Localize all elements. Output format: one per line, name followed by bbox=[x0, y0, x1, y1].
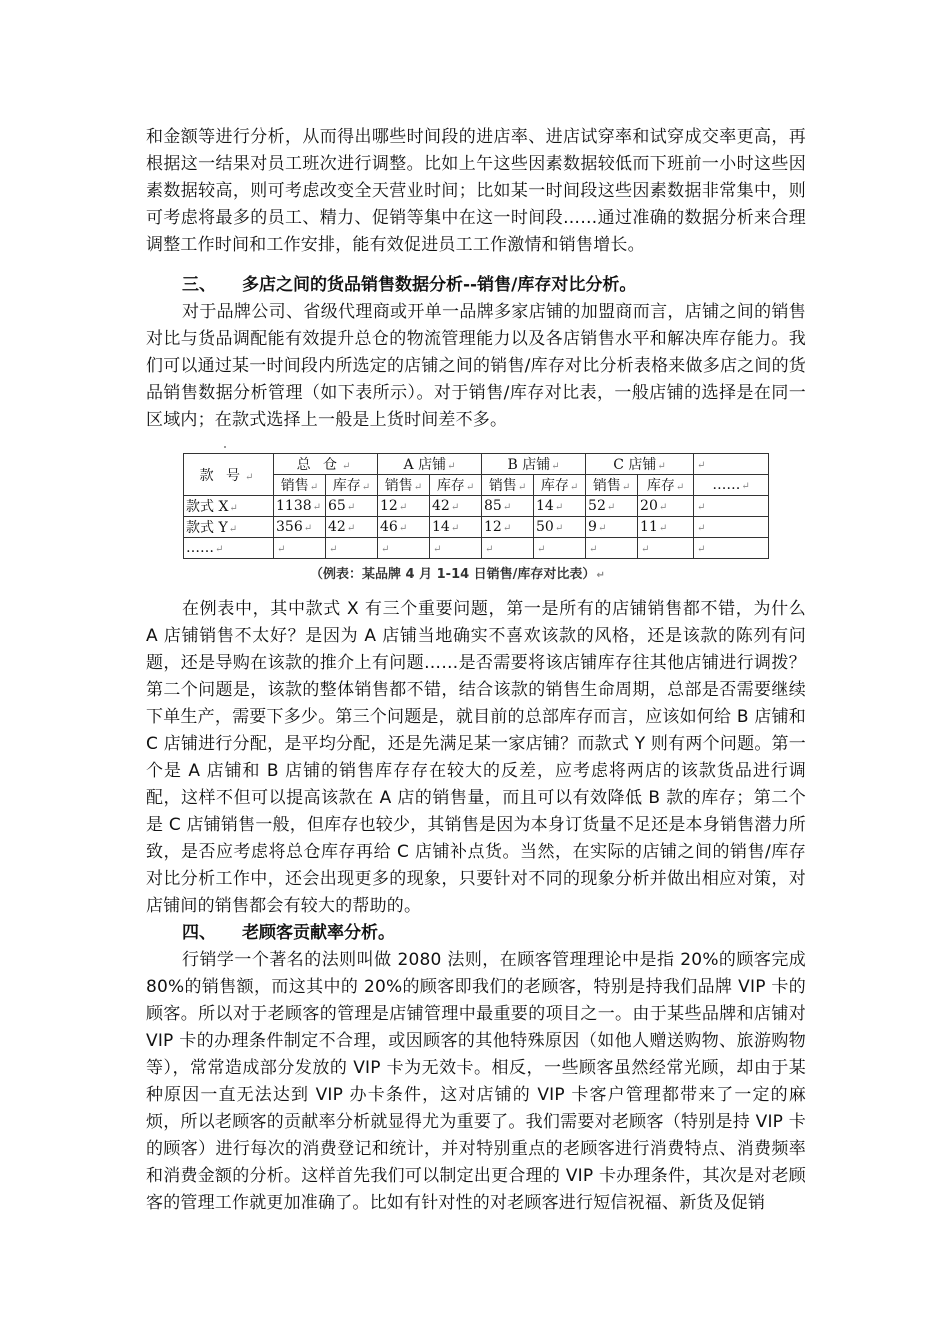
cell-empty: ↵ bbox=[378, 538, 430, 559]
cell-empty: ↵ bbox=[638, 538, 694, 559]
cell-empty: ↵ bbox=[326, 538, 378, 559]
section-4-heading bbox=[146, 920, 806, 947]
intro-paragraph: 和金额等进行分析，从而得出哪些时间段的进店率、进店试穿率和试穿成交率更高，再根据这一结果对员工班次进行调整。比如上午这些因素数据较低而下班前一小时这些因素数据较高，则可考虑改变全天营业时间；比如某一时间段这些因素数据非常集中，则可考虑将最多的员工、精力、促销等集中在这一时间段……通过准确的数据分析来合理调整工作时间和工作安排，能有效促进员工工作激情和销售增长。 bbox=[146, 127, 806, 255]
section-3-title: 多店之间的货品销售数据分析--销售/库存对比分析。 bbox=[242, 275, 637, 295]
cell-value: 46↵ bbox=[378, 517, 430, 538]
cell-value: 14↵ bbox=[430, 517, 482, 538]
subheader-stock: 库存↵ bbox=[534, 475, 586, 496]
table-row bbox=[184, 517, 769, 538]
cell-empty: ↵ bbox=[534, 538, 586, 559]
cell-empty: ↵ bbox=[430, 538, 482, 559]
cell-value: 65↵ bbox=[326, 496, 378, 517]
section-4-paragraph: 行销学一个著名的法则叫做 2080 法则，在顾客管理理论中是指 20%的顾客完成 80%的销售额，而这其中的 20%的顾客即我们的老顾客，特别是持我们品牌 VIP 卡的顾客。所以对于老顾客的管理是店铺管理中最重要的项目之一。由于某些品牌和店铺对 VIP 卡的办理条件制定不合理，或因顾客的其他特殊原因（如他人赠送购物、旅游购物等），常常造成部分发放的 VIP 卡为无效卡。相反，一些顾客虽然经常光顾，却由于某种原因一直无法达到 VIP 办卡条件，这对店铺的 VIP 卡客户管理都带来了一定的麻烦，所以老顾客的贡献率分析就显得尤为重要了。我们需要对老顾客（特别是持 VIP 卡的顾客）进行每次的消费登记和统计，并对特别重点的老顾客进行消费特点、消费频率和消费金额的分析。这样首先我们可以制定出更合理的 VIP 卡办理条件，其次是对老顾客的管理工作就更加准确了。比如有针对性的对老顾客进行短信祝福、新货及促销 bbox=[146, 950, 806, 1213]
header-store-b: B 店铺↵ bbox=[482, 454, 586, 475]
header-store-a: A 店铺↵ bbox=[378, 454, 482, 475]
cell-value: 20↵ bbox=[638, 496, 694, 517]
section-3-paragraph: 对于品牌公司、省级代理商或开单一品牌多家店铺的加盟商而言，店铺之间的销售对比与货品调配能有效提升总仓的物流管理能力以及各店销售水平和解决库存能力。我们可以通过某一时间段内所选定的店铺之间的销售/库存对比分析表格来做多店之间的货品销售数据分析管理（如下表所示）。对于销售/库存对比表，一般店铺的选择是在同一区域内；在款式选择上一般是上货时间差不多。 bbox=[146, 302, 806, 430]
cell-empty: ↵ bbox=[694, 517, 769, 538]
subheader-stock: 库存↵ bbox=[638, 475, 694, 496]
cell-empty: ↵ bbox=[694, 538, 769, 559]
subheader-sales: 销售↵ bbox=[378, 475, 430, 496]
cell-empty: ↵ bbox=[694, 496, 769, 517]
cell-value: 1138↵ bbox=[274, 496, 326, 517]
cell-value: 9↵ bbox=[586, 517, 638, 538]
subheader-sales: 销售↵ bbox=[586, 475, 638, 496]
section-3-heading bbox=[146, 272, 806, 299]
header-store-c: C 店铺↵ bbox=[586, 454, 694, 475]
header-more: ……↵ bbox=[694, 475, 769, 496]
cell-value: 42↵ bbox=[326, 517, 378, 538]
cell-empty: ↵ bbox=[482, 538, 534, 559]
cell-value: 12↵ bbox=[378, 496, 430, 517]
cell-value: 12↵ bbox=[482, 517, 534, 538]
table-caption: （例表：某品牌 4 月 1-14 日销售/库存对比表）↵ bbox=[310, 567, 605, 582]
table-header-row bbox=[184, 454, 769, 475]
sales-inventory-table-wrap bbox=[183, 453, 775, 559]
cell-value: 11↵ bbox=[638, 517, 694, 538]
subheader-stock: 库存↵ bbox=[430, 475, 482, 496]
analysis-paragraph: 在例表中，其中款式 X 有三个重要问题，第一是所有的店铺销售都不错，为什么 A 店铺销售不太好？是因为 A 店铺当地确实不喜欢该款的风格，还是该款的陈列有问题，还是导购在该款的推介上有问题……是否需要将该店铺库存往其他店铺进行调拨？第二个问题是，该款的整体销售都不错，结合该款的销售生命周期，总部是否需要继续下单生产，需要下多少。第三个问题是，就目前的总部库存而言，应该如何给 B 店铺和 C 店铺进行分配，是平均分配，还是先满足某一家店铺？而款式 Y 则有两个问题。第一个是 A 店铺和 B 店铺的销售库存存在较大的反差，应考虑将两店的该款货品进行调配，这样不但可以提高该款在 A 店的销售量，而且可以有效降低 B 款的库存；第二个是 C 店铺销售一般，但库存也较少，其销售是因为本身订货量不足还是本身销售潜力所致，是否应考虑将总仓库存再给 C 店铺补点货。当然，在实际的店铺之间的销售/库存对比分析工作中，还会出现更多的现象，只要针对不同的现象分析并做出相应对策，对店铺间的销售都会有较大的帮助的。 bbox=[146, 599, 806, 916]
subheader-stock: 库存↵ bbox=[326, 475, 378, 496]
subheader-sales: 销售↵ bbox=[274, 475, 326, 496]
cell-value: 50↵ bbox=[534, 517, 586, 538]
sales-inventory-table bbox=[183, 453, 769, 559]
header-extra-1: ↵ bbox=[694, 454, 769, 475]
row-style: 款式 Y↵ bbox=[184, 517, 274, 538]
cell-value: 356↵ bbox=[274, 517, 326, 538]
row-style: ……↵ bbox=[184, 538, 274, 559]
cell-empty: ↵ bbox=[274, 538, 326, 559]
cell-value: 42↵ bbox=[430, 496, 482, 517]
section-3-number: 三、 bbox=[182, 275, 216, 295]
table-anchor-mark bbox=[224, 446, 226, 448]
cell-value: 85↵ bbox=[482, 496, 534, 517]
section-4-title: 老顾客贡献率分析。 bbox=[242, 923, 395, 943]
table-row bbox=[184, 496, 769, 517]
subheader-sales: 销售↵ bbox=[482, 475, 534, 496]
cell-value: 14↵ bbox=[534, 496, 586, 517]
table-row bbox=[184, 538, 769, 559]
cell-value: 52↵ bbox=[586, 496, 638, 517]
row-style: 款式 X↵ bbox=[184, 496, 274, 517]
header-store-warehouse: 总 仓↵ bbox=[274, 454, 378, 475]
header-style-no: 款 号↵ bbox=[184, 454, 274, 496]
cell-empty: ↵ bbox=[586, 538, 638, 559]
section-4-number: 四、 bbox=[182, 923, 216, 943]
